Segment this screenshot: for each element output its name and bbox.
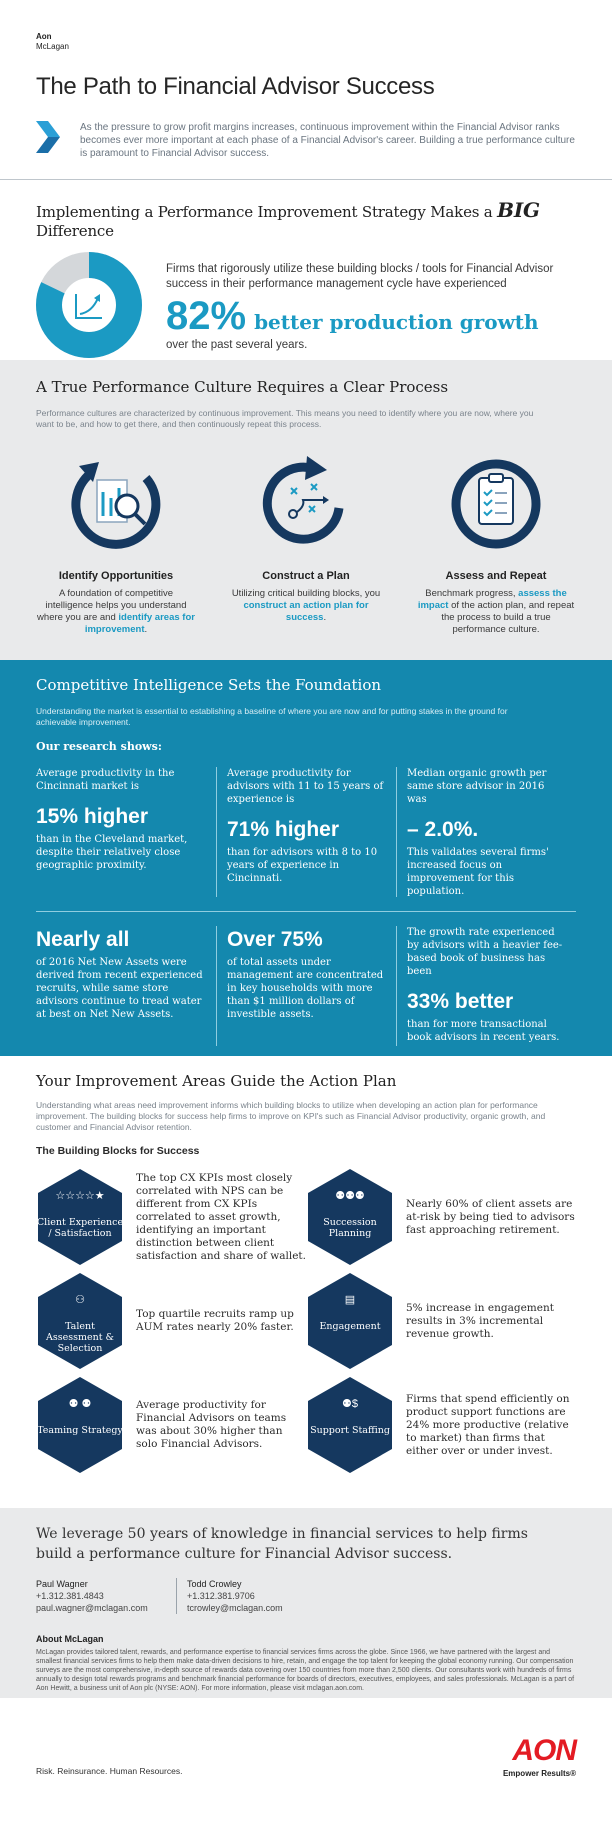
- process-title: A True Performance Culture Requires a Clear Process: [36, 378, 449, 396]
- process-construct-heading: Construct a Plan: [262, 570, 350, 582]
- donut-growth-icon: [36, 252, 142, 358]
- building-blocks-subtitle: The Building Blocks for Success: [36, 1145, 200, 1157]
- team-icon: ⚉⚉⚉: [335, 1190, 365, 1202]
- contact-paul-wagner: Paul Wagner +1.312.381.4843 paul.wagner@mclagan.com: [36, 1578, 176, 1614]
- teaming-icon: ⚉ ⚉: [68, 1398, 92, 1410]
- ci-stat-net-new-assets: Nearly all of 2016 Net New Assets were derived from recent experienced recruits, while same store advisors continue to tread water at best on Net New Assets.: [36, 928, 203, 1020]
- footer: [0, 1698, 612, 1798]
- logo-subtitle: Empower Results®: [502, 1769, 576, 1778]
- header: [0, 0, 612, 180]
- building-block-text: Top quartile recruits ramp up AUM rates nearly 20% faster.: [136, 1308, 294, 1333]
- about-heading: About McLagan: [36, 1634, 104, 1644]
- improve-intro: Understanding what areas need improvement informs which building blocks to utilize when developing an action plan for performance improvement. The building blocks for success help firms to improve on KPI's such as Financial Advisor productivity, organic growth, and customer and Financial Advisor retention.: [36, 1100, 546, 1132]
- ci-research-label: Our research shows:: [36, 740, 162, 753]
- about-text: McLagan provides tailored talent, rewards, and performance expertise to financial services firms across the globe. Since 1966, we have partnered with the largest and smallest financial services firms to help them make data-driven decisions to hire, retain, and engage the top talent for keeping the global economy running. Our compensation surveys are the most comprehensive, in-depth source of rewards data covering over 150 countries from more than 2,500 clients. Our consultants work with hundreds of firms annually to design total rewards programs and benchmark financial performance for boards of directors, executives, employees, and sales professionals. McLagan is a part of Aon Hewitt, a business unit of Aon plc (NYSE: AON). For more information, please visit mclagan.aon.com.: [36, 1649, 575, 1692]
- divider: [36, 911, 576, 912]
- tagline: Risk. Reinsurance. Human Resources.: [36, 1766, 183, 1776]
- building-block-text: Average productivity for Financial Advisors on teams was about 30% higher than solo Financial Advisors.: [136, 1399, 287, 1450]
- improvement-section: [0, 1056, 612, 1508]
- building-block-text: 5% increase in engagement results in 3% incremental revenue growth.: [406, 1301, 554, 1340]
- hexagon-badge: ⚉⚉⚉ Succession Planning: [306, 1167, 394, 1267]
- hexagon-badge: ☆☆☆☆★ Client Experience / Satisfaction: [36, 1167, 124, 1267]
- building-block: [36, 1269, 306, 1373]
- ci-stat-organic-growth: Median organic growth per same store advisor in 2016 was – 2.0%. This validates several firms' increased focus on improvement for this population.: [396, 767, 576, 897]
- clipboard-checklist-icon: [441, 448, 551, 558]
- chevron-mark-icon: [36, 121, 60, 153]
- strategy-section: [0, 180, 612, 360]
- ci-stat-cincinnati: Average productivity in the Cincinnati market is 15% higher than in the Cleveland market, despite their relatively close geographic proximity.: [36, 768, 188, 871]
- intro-text: As the pressure to grow profit margins increases, continuous improvement within the Financial Advisor ranks becomes ever more important at each phase of a Financial Advisor's career. Building a true performance culture is paramount to Financial Advisor success.: [80, 122, 575, 159]
- aon-logo: AON: [512, 1734, 576, 1767]
- hexagon-badge: ▤ Engagement: [306, 1271, 394, 1371]
- plan-diagram-icon: [251, 448, 361, 558]
- building-block-text: Firms that spend efficiently on product support functions are 24% more productive (relative to market) than firms that either over or under invest.: [406, 1392, 570, 1457]
- stars-icon: ☆☆☆☆★: [55, 1190, 105, 1202]
- stat-82: 82%: [166, 294, 247, 338]
- building-block-text: The top CX KPIs most closely correlated with NPS can be different from CX KPIs correlated to asset growth, identifying an important distinction between client satisfaction and share of wallet.: [136, 1171, 306, 1262]
- process-assess-text: Benchmark progress, assess the impact of the action plan, and repeat the process to build a true performance culture.: [417, 588, 575, 635]
- process-construct-text: Utilizing critical building blocks, you construct an action plan for success.: [231, 588, 381, 623]
- magnifier-chart-icon: [61, 448, 171, 558]
- strategy-text: Firms that rigorously utilize these building blocks / tools for Financial Advisor success in their performance management cycle have experienced: [166, 263, 554, 290]
- talent-icon: ⚇: [75, 1294, 85, 1306]
- ci-title: Competitive Intelligence Sets the Foundation: [36, 676, 382, 694]
- stat-label: better production growth: [254, 310, 539, 334]
- process-identify-heading: Identify Opportunities: [58, 570, 174, 582]
- hexagon-badge: ⚉$ Support Staffing: [306, 1375, 394, 1475]
- page-title: The Path to Financial Advisor Success: [36, 73, 435, 100]
- hexagon-badge: ⚉ ⚉ Teaming Strategy: [36, 1375, 124, 1475]
- support-icon: ⚉$: [342, 1398, 358, 1410]
- brand-mclagan: McLagan: [36, 42, 69, 51]
- ci-stat-experience: Average productivity for advisors with 11 to 15 years of experience is 71% higher than for advisors with 8 to 10 years of experience in Cincinnati.: [216, 767, 396, 897]
- hexagon-badge: ⚇ Talent Assessment & Selection: [36, 1271, 124, 1371]
- ci-stat-assets: Over 75% of total assets under management are concentrated in key households with more than $1 million dollars of investible assets.: [216, 926, 396, 1046]
- strategy-title: Implementing a Performance Improvement Strategy Makes a BIG Difference: [36, 198, 540, 240]
- building-block: [306, 1269, 576, 1373]
- improve-title: Your Improvement Areas Guide the Action Plan: [36, 1072, 397, 1090]
- contact-todd-crowley: Todd Crowley +1.312.381.9706 tcrowley@mclagan.com: [176, 1578, 316, 1614]
- building-block: [36, 1165, 306, 1269]
- process-assess: [416, 448, 576, 636]
- process-construct: [226, 448, 386, 636]
- ci-intro: Understanding the market is essential to establishing a baseline of where you are now and for putting stakes in the ground for achievable improvement.: [36, 706, 508, 727]
- process-section: [0, 360, 612, 660]
- stat-after: over the past several years.: [166, 339, 308, 351]
- ci-stat-fee-based: The growth rate experienced by advisors with a heavier fee-based book of business has been 33% better than for more transactional book advisors in recent years.: [396, 926, 576, 1046]
- email-link[interactable]: paul.wagner@mclagan.com: [36, 1603, 148, 1613]
- process-identify: [36, 448, 196, 636]
- process-intro: Performance cultures are characterized by continuous improvement. This means you need to identify where you are now, where you want to be, and how to get there, and then continuously repeat this process.: [36, 408, 534, 429]
- building-block: [306, 1373, 576, 1477]
- closing-section: [0, 1508, 612, 1798]
- building-block-text: Nearly 60% of client assets are at-risk by being tied to advisors fast approaching retirement.: [406, 1197, 575, 1236]
- closing-title: We leverage 50 years of knowledge in financial services to help firms build a performance culture for Financial Advisor success.: [36, 1526, 528, 1562]
- brand-aon: Aon: [36, 32, 52, 41]
- building-block: [36, 1373, 306, 1477]
- competitive-intelligence-section: [0, 660, 612, 1056]
- process-identify-text: A foundation of competitive intelligence helps you understand where you are and identify areas for improvement.: [37, 588, 195, 635]
- email-link[interactable]: tcrowley@mclagan.com: [187, 1603, 283, 1613]
- engagement-icon: ▤: [344, 1294, 356, 1306]
- process-assess-heading: Assess and Repeat: [445, 570, 547, 582]
- building-block: [306, 1165, 576, 1269]
